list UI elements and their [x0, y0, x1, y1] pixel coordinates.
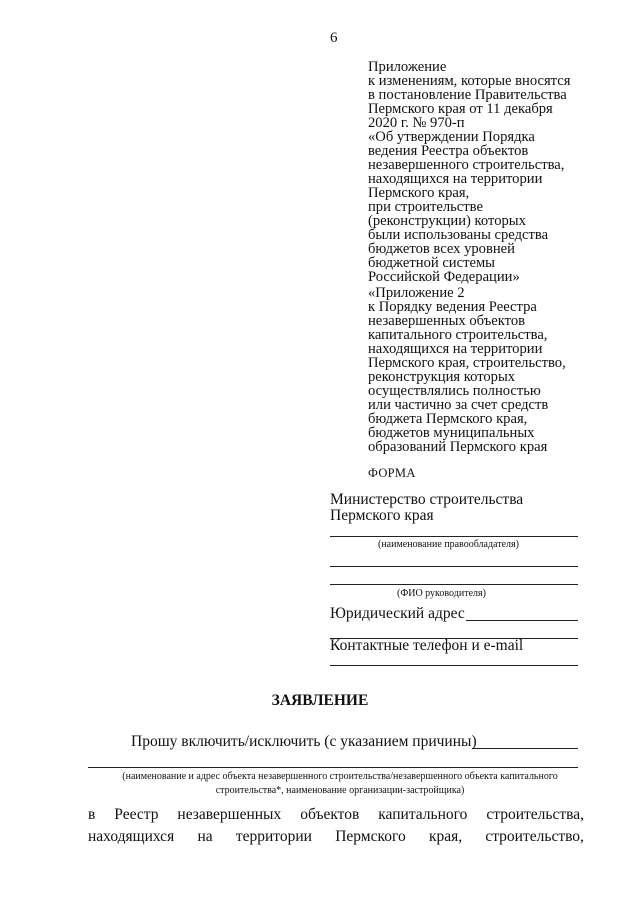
- body-line-2: [88, 828, 584, 846]
- text-line: капитального строительства,: [368, 327, 548, 343]
- text-line: «Об утверждении Порядка: [368, 129, 535, 145]
- word: строительства,: [486, 806, 584, 823]
- word: в: [88, 806, 96, 823]
- text-line: Пермского края от 11 декабря: [368, 101, 553, 117]
- text-line: Пермского края, строительство,: [368, 355, 566, 371]
- word: объектов: [300, 806, 360, 823]
- word: Пермского: [335, 828, 406, 845]
- contacts-label: Контактные телефон и e-mail: [330, 637, 524, 654]
- addressee-ministry: [330, 492, 523, 524]
- word: на: [197, 828, 213, 845]
- text-line: к изменениям, которые вносятся: [368, 73, 571, 89]
- text-line: Приложение: [368, 59, 447, 75]
- text-line: (реконструкции) которых: [368, 213, 526, 229]
- object-note: [80, 770, 600, 798]
- request-text: Прошу включить/исключить (с указанием причины): [131, 733, 477, 750]
- word: незавершенных: [177, 806, 282, 823]
- text-line: находящихся на территории: [368, 171, 543, 187]
- text-line: или частично за счет средств: [368, 397, 549, 413]
- word: находящихся: [88, 828, 175, 845]
- object-line: [88, 767, 578, 768]
- holder-name-caption: (наименование правообладателя): [378, 539, 519, 550]
- head-name-caption: (ФИО руководителя): [397, 588, 486, 599]
- text-line: ведения Реестра объектов: [368, 143, 529, 159]
- text-line: «Приложение 2: [368, 285, 465, 301]
- text-line: Пермского края,: [368, 185, 470, 201]
- text-line: образований Пермского края: [368, 439, 548, 455]
- word: края,: [428, 828, 463, 845]
- document-title: ЗАЯВЛЕНИЕ: [271, 692, 369, 709]
- head-name-line: [330, 584, 578, 585]
- text-line: бюджета Пермского края,: [368, 411, 528, 427]
- object-note-line: (наименование и адрес объекта незавершенного строительства/незавершенного объекта капитального: [122, 771, 558, 782]
- text-line: были использованы средства: [368, 227, 549, 243]
- word: территории: [235, 828, 312, 845]
- word: Реестр: [114, 806, 159, 823]
- text-line: незавершенного строительства,: [368, 157, 565, 173]
- text-line: к Порядку ведения Реестра: [368, 299, 537, 315]
- body-line-1: [88, 806, 584, 824]
- object-note-line: строительства*, наименование организации-застройщика): [215, 785, 465, 796]
- text-line: бюджетной системы: [368, 255, 495, 271]
- legal-address-line: [466, 620, 578, 621]
- text-line: незавершенных объектов: [368, 313, 526, 329]
- text-line: 2020 г. № 970-п: [368, 115, 465, 131]
- annex-2-header: [368, 286, 598, 454]
- text-line: находящихся на территории: [368, 341, 543, 357]
- text-line: при строительстве: [368, 199, 483, 215]
- holder-name-line: [330, 536, 578, 537]
- legal-address-label: Юридический адрес: [330, 605, 465, 622]
- page-number: 6: [330, 30, 338, 46]
- ministry-line: Министерство строительства: [330, 491, 524, 508]
- text-line: осуществлялись полностью: [368, 383, 541, 399]
- ministry-line: Пермского края: [330, 507, 434, 524]
- text-line: реконструкция которых: [368, 369, 516, 385]
- word: капитального: [378, 806, 468, 823]
- text-line: бюджетов всех уровней: [368, 241, 515, 257]
- text-line: бюджетов муниципальных: [368, 425, 535, 441]
- holder-name-line-2: [330, 566, 578, 567]
- word: строительство,: [485, 828, 584, 845]
- reason-line: [472, 748, 578, 749]
- contacts-line: [330, 665, 578, 666]
- text-line: в постановление Правительства: [368, 87, 567, 103]
- text-line: Российской Федерации»: [368, 269, 520, 285]
- annex-1-header: [368, 60, 598, 284]
- form-label: ФОРМА: [368, 466, 416, 480]
